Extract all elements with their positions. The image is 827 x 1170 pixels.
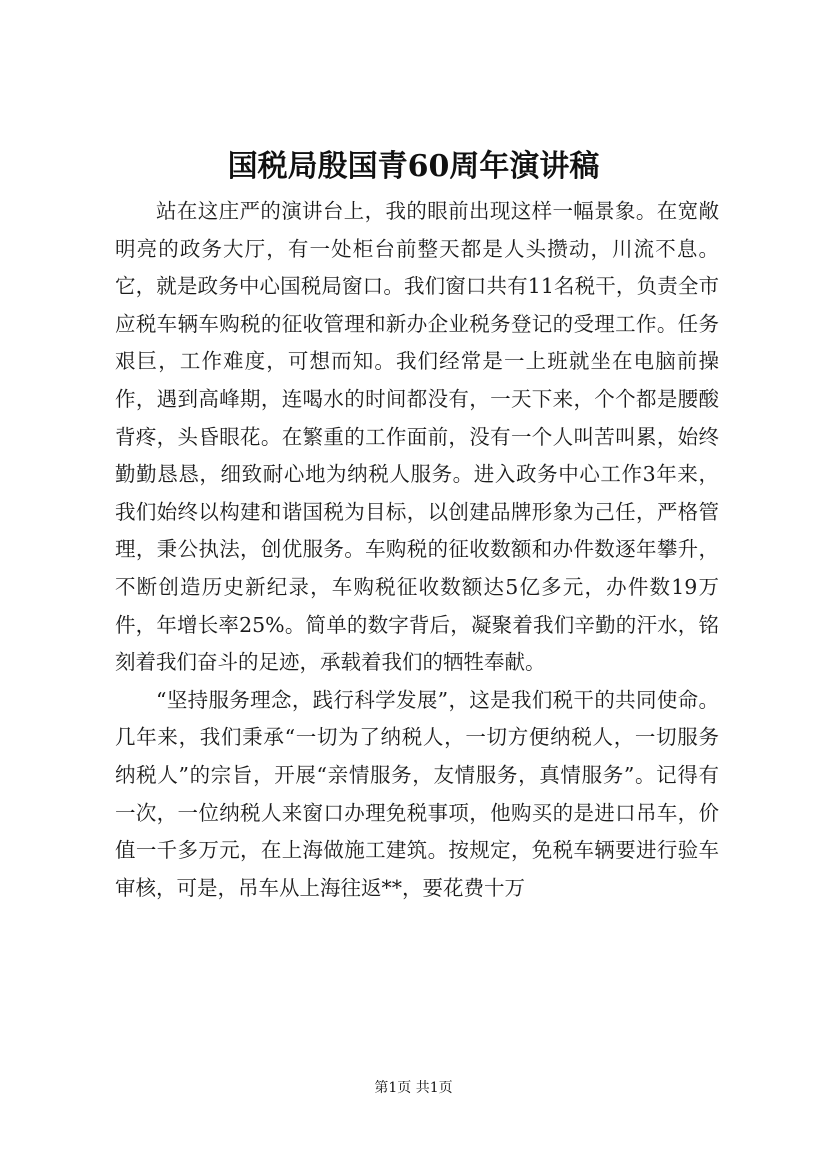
paragraph-1: 站在这庄严的演讲台上，我的眼前出现这样一幅景象。在宽敞明亮的政务大厅，有一处柜台前整天都是人头攒动，川流不息。它，就是政务中心国税局窗口。我们窗口共有11名税干，负责全市应税车辆车购税的征收管理和新办企业税务登记的受理工作。任务艰巨，工作难度，可想而知。我们经常是一上班就坐在电脑前操作，遇到高峰期，连喝水的时间都没有，一天下来，个个都是腰酸背疼，头昏眼花。在繁重的工作面前，没有一个人叫苦叫累，始终勤勤恳恳，细致耐心地为纳税人服务。进入政务中心工作3年来，我们始终以构建和谐国税为目标，以创建品牌形象为己任，严格管理，秉公执法，创优服务。车购税的征收数额和办件数逐年攀升，不断创造历史新纪录，车购税征收数额达5亿多元，办件数19万件，年增长率25%。简单的数字背后，凝聚着我们辛勤的汗水，铭刻着我们奋斗的足迹，承载着我们的牺牲奉献。 [115, 199, 719, 675]
document-title: 国税局殷国青60周年演讲稿 [227, 149, 600, 184]
page-footer: 第1页 共1页 [374, 1080, 453, 1096]
document-body [115, 193, 719, 907]
paragraph-2: “坚持服务理念，践行科学发展”，这是我们税干的共同使命。几年来，我们秉承“一切为了纳税人，一切方便纳税人，一切服务纳税人”的宗旨，开展“亲情服务，友情服务，真情服务”。记得有一次，一位纳税人来窗口办理免税事项，他购买的是进口吊车，价值一千多万元，在上海做施工建筑。按规定，免税车辆要进行验车审核，可是，吊车从上海往返**，要花费十万 [115, 687, 719, 900]
